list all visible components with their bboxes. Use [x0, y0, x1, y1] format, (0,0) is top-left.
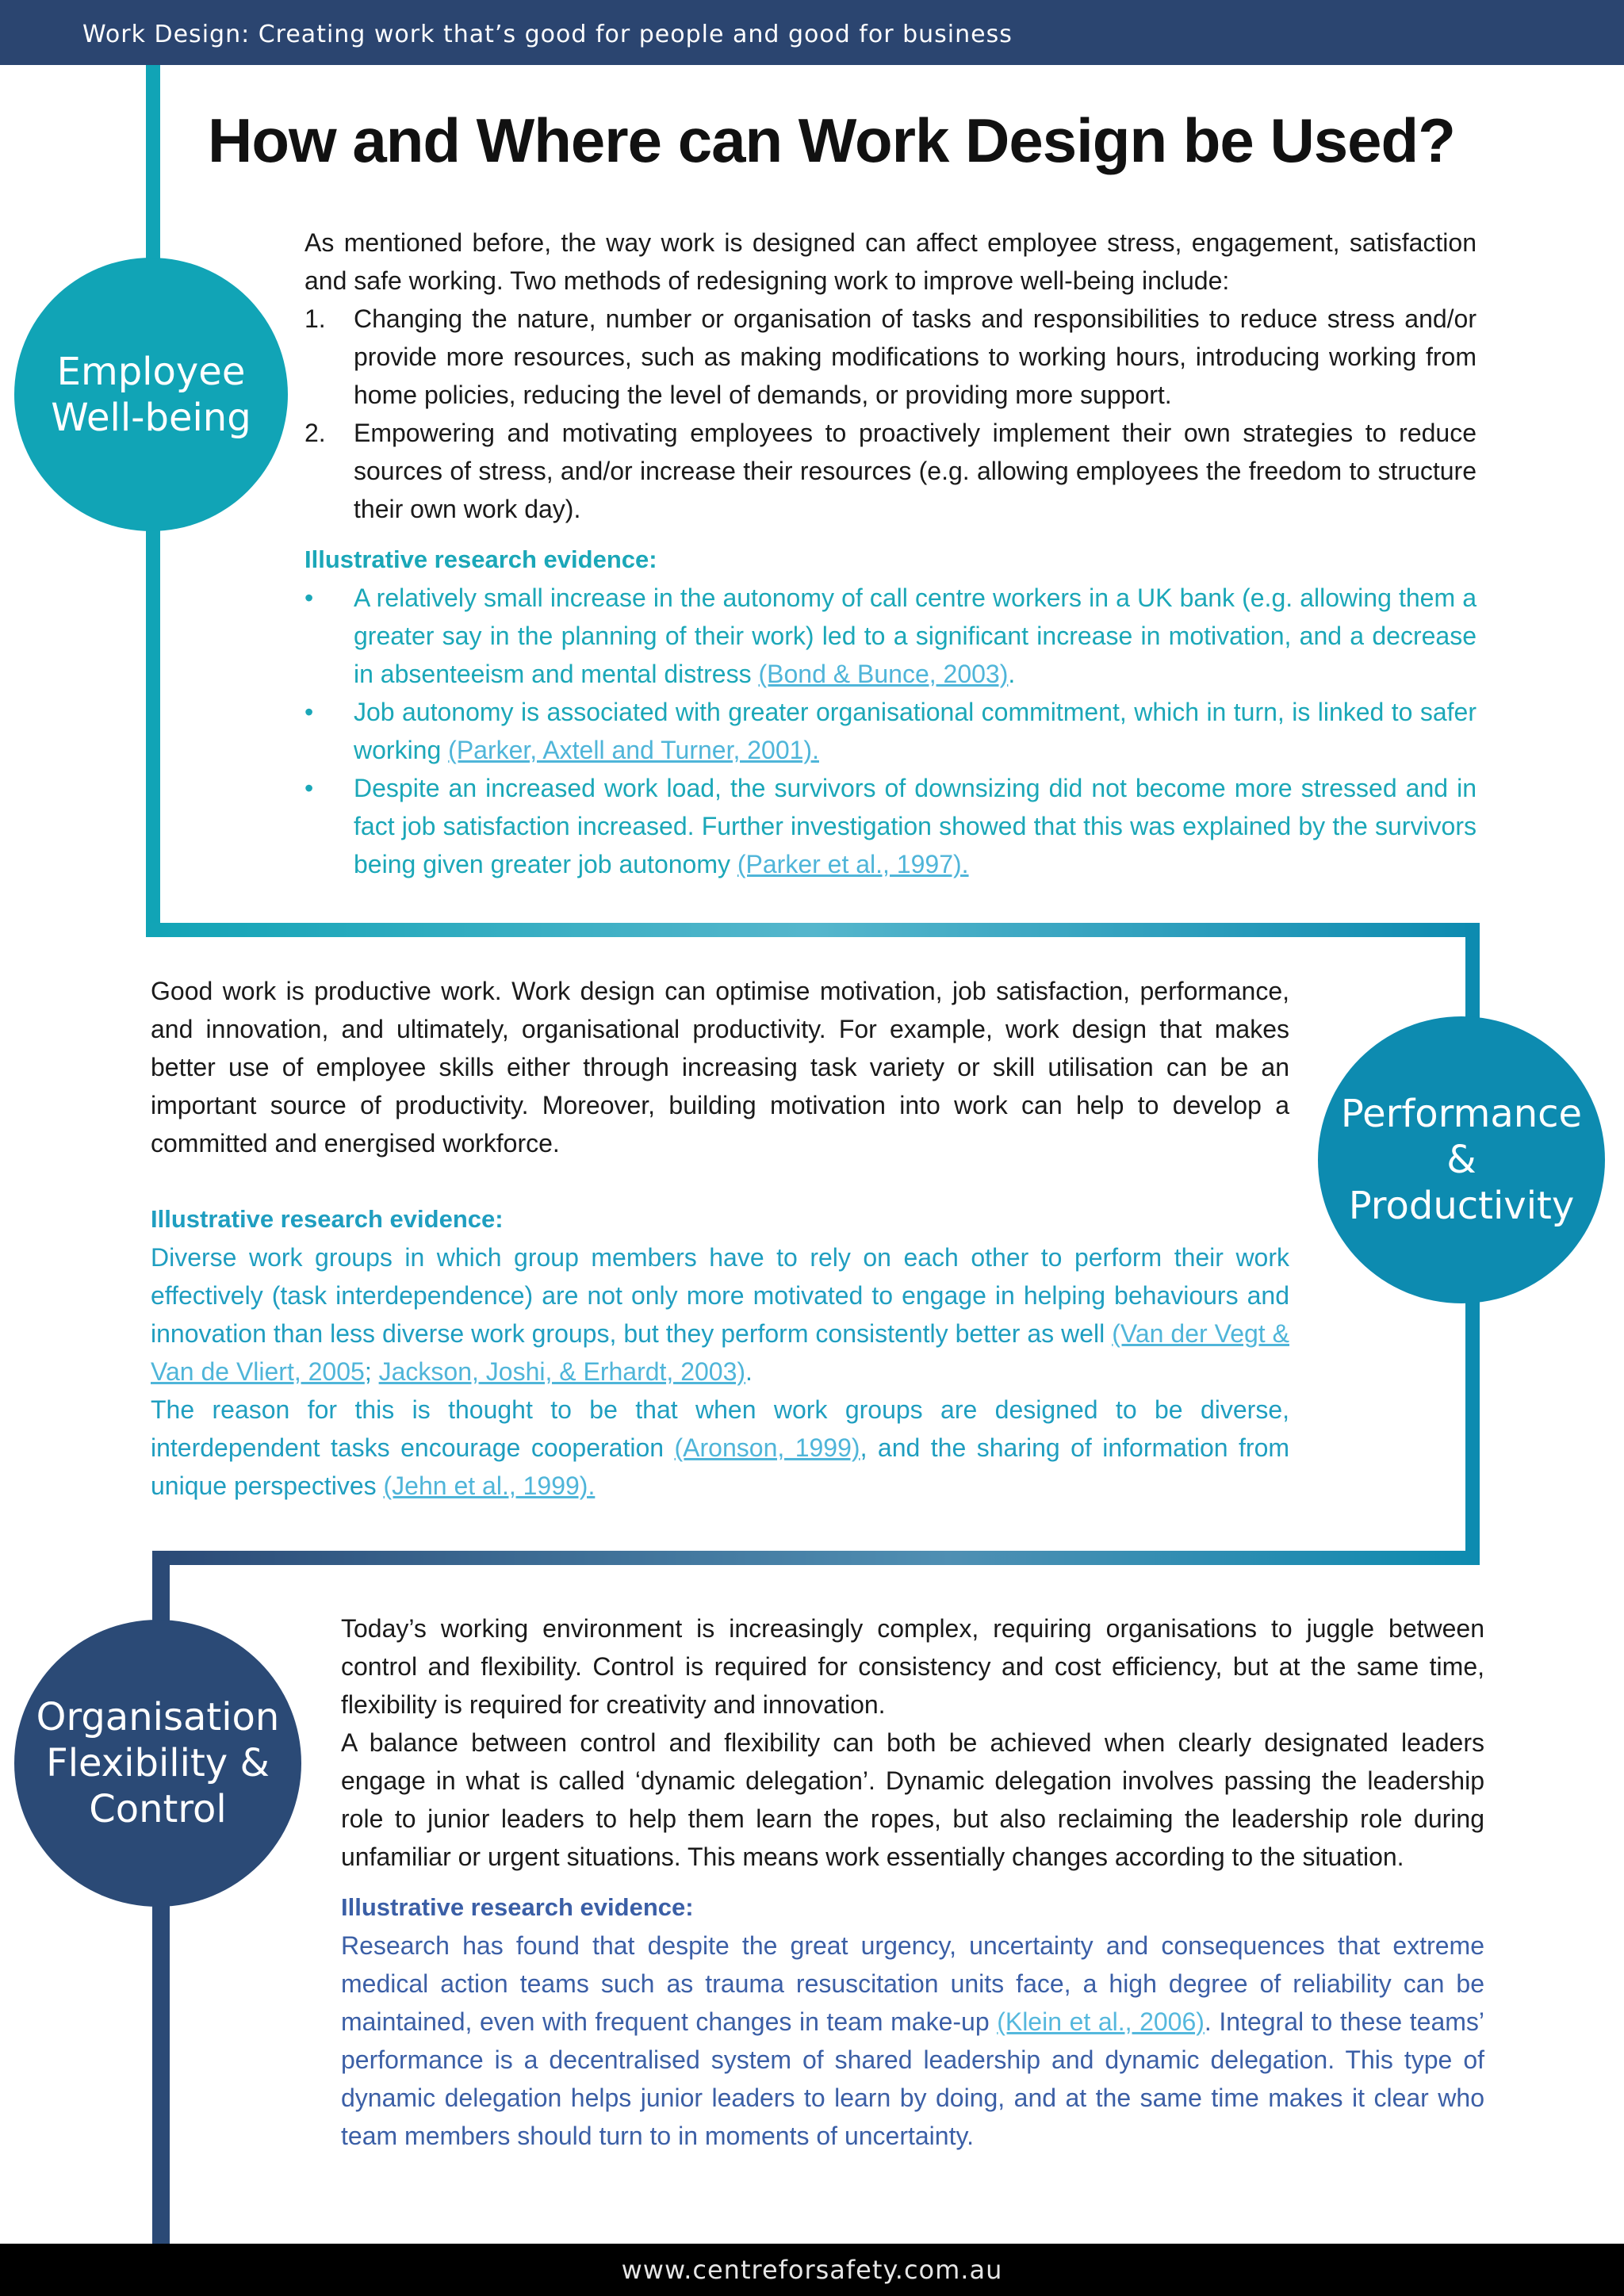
evidence-heading: Illustrative research evidence: [341, 1893, 694, 1921]
circle-label: Organisation Flexibility & Control [36, 1695, 280, 1831]
performance-section [151, 972, 1289, 1505]
citation-link[interactable]: (Parker, Axtell and Turner, 2001). [448, 736, 819, 764]
citation-link[interactable]: (Van der Vegt & Van de Vliert, 2005 [151, 1319, 1290, 1386]
citation-link[interactable]: (Parker et al., 1997). [737, 850, 969, 878]
circle-label: Performance & Productivity [1340, 1092, 1583, 1228]
methods-list [304, 300, 1477, 528]
footer-url[interactable]: www.centreforsafety.com.au [621, 2255, 1003, 2285]
header-text: Work Design: Creating work that’s good for people and good for business [82, 21, 1013, 48]
line-segment [152, 1551, 1480, 1565]
organisation-flexibility-control-circle [14, 1620, 301, 1907]
citation-link[interactable]: (Klein et al., 2006) [997, 2007, 1205, 2036]
list-item: • A relatively small increase in the autonomy of call centre workers in a UK bank (e.g. allowing them a greater say in the planning of their work) led to a significant increase in motivation, and a decrease in absenteeism and mental distress (Bond & Bunce, 2003). [304, 584, 1477, 688]
list-item: • Despite an increased work load, the survivors of downsizing did not become more stressed and in fact job satisfaction increased. Further investigation showed that this was explained by the survivors being given greater job autonomy (Parker et al., 1997). [304, 774, 1477, 878]
evidence-paragraph: The reason for this is thought to be that when work groups are designed to be diverse, interdependent tasks encourage cooperation (Aronson, 1999), and the sharing of information from unique perspectives (Jehn et al., 1999). [151, 1395, 1290, 1500]
evidence-paragraph: Diverse work groups in which group members have to rely on each other to perform their work effectively (task interdependence) are not only more motivated to engage in helping behaviours and innovation than less diverse work groups, but they perform consistently better as well (Van der Vegt & Van de Vliert, 2005; Jackson, Joshi, & Erhardt, 2003). [151, 1243, 1290, 1386]
performance-intro: Good work is productive work. Work design can optimise motivation, job satisfaction, performance, and innovation, and ultimately, organisational productivity. For example, work design that makes better use of employee skills either through increasing task variety or skill utilisation can be an important source of productivity. Moreover, building motivation into work can help to develop a committed and energised workforce. [151, 977, 1289, 1158]
evidence-paragraph: Research has found that despite the great urgency, uncertainty and consequences that extreme medical action teams such as trauma resuscitation units face, a high degree of reliability can be maintained, even with frequent changes in team make-up (Klein et al., 2006). Integral to these teams’ performance is a decentralised system of shared leadership and dynamic delegation. This type of dynamic delegation helps junior leaders to learn by doing, and at the same time makes it clear who team members should turn to in moments of uncertainty. [341, 1931, 1484, 2150]
flexibility-section [341, 1609, 1484, 2155]
citation-link[interactable]: (Jehn et al., 1999). [383, 1471, 596, 1500]
list-item: • Job autonomy is associated with greater organisational commitment, which in turn, is linked to safer working (Parker, Axtell and Turner, 2001). [304, 698, 1477, 764]
list-item: 2. Empowering and motivating employees to proactively implement their own strategies to reduce sources of stress, and/or increase their resources (e.g. allowing employees the freedom to structure their own work day). [304, 419, 1477, 523]
page-title: How and Where can Work Design be Used? [208, 105, 1455, 175]
citation-link[interactable]: (Bond & Bunce, 2003) [758, 660, 1009, 688]
performance-productivity-circle [1318, 1016, 1605, 1303]
list-item: 1. Changing the nature, number or organisation of tasks and responsibilities to reduce stress and/or provide more resources, such as making modifications to working hours, introducing working from home policies, reducing the level of demands, or providing more support. [304, 304, 1477, 409]
citation-link[interactable]: Jackson, Joshi, & Erhardt, 2003) [378, 1357, 746, 1386]
wellbeing-section [304, 224, 1477, 883]
line-segment [146, 923, 1480, 937]
circle-label: Employee Well-being [51, 349, 251, 440]
evidence-heading: Illustrative research evidence: [151, 1205, 504, 1233]
citation-link[interactable]: (Aronson, 1999) [674, 1433, 860, 1462]
wellbeing-intro: As mentioned before, the way work is designed can affect employee stress, engagement, satisfaction and safe working. Two methods of redesigning work to improve well-being include: [304, 228, 1477, 295]
flexibility-paragraph: A balance between control and flexibility can both be achieved when clearly designated leaders engage in what is called ‘dynamic delegation’. Dynamic delegation involves passing the leadership role to junior leaders to help them learn the ropes, but also reclaiming the leadership role during unfamiliar or urgent situations. This means work essentially changes according to the situation. [341, 1728, 1484, 1871]
evidence-list [304, 579, 1477, 883]
flexibility-paragraph: Today’s working environment is increasingly complex, requiring organisations to juggle between control and flexibility. Control is required for consistency and cost efficiency, but at the same time, flexibility is required for creativity and innovation. [341, 1614, 1484, 1719]
evidence-heading: Illustrative research evidence: [304, 545, 657, 573]
employee-wellbeing-circle [14, 258, 288, 531]
